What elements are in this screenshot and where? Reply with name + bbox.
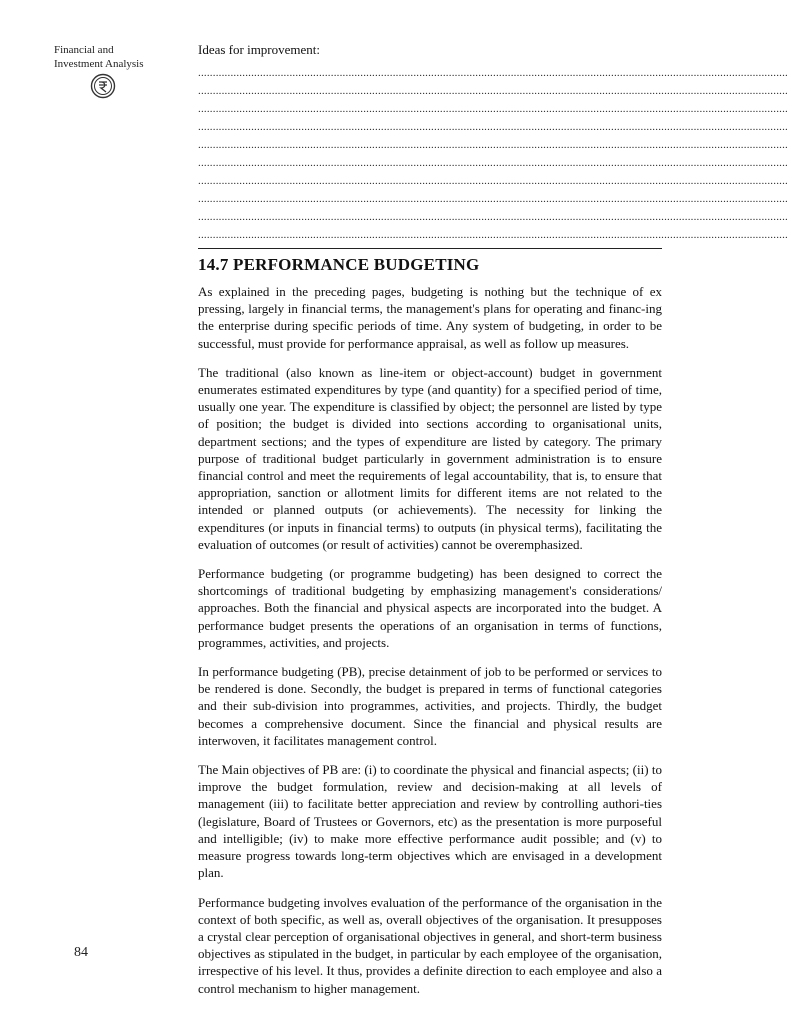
dotted-writing-line: ........................................................................................................................................................................................................ [198,229,788,241]
page-number: 84 [74,945,88,960]
running-header [54,43,164,71]
section-divider [198,248,662,249]
dotted-writing-line: ........................................................................................................................................................................................................ [198,121,788,133]
body-paragraph: Performance budgeting (or programme budgeting) has been designed to correct the shortcomings of traditional budgeting by emphasizing management's considerations/ approaches. Both the financial and physical aspects are incorporated into the budget. A performance budget presents the operations of an organisation in terms of functions, programmes, activities, and projects. [198,566,662,650]
main-content [198,42,788,1009]
body-paragraph: The traditional (also known as line-item or object-account) budget in government enumerates estimated expenditures by type (and quantity) for a specified period of time, usually one year. The expenditure is classified by object; the personnel are listed by type of position; the budget is divided into sections according to organisational units, department sections; and the types of expenditure are listed by category. The primary purpose of traditional budget particularly in government administration is to ensure financial control and meet the requirements of legal accountability, that is, to ensure that appropriation, sanction or allotment limits for different items are not related to the intended or planned outputs (or achievements). The necessity for linking the expenditures (or inputs in financial terms) to outputs (in physical terms), facilitating the evaluation of outcomes (or result of activities) cannot be overemphasized. [198,364,662,552]
body-paragraph: In performance budgeting (PB), precise detainment of job to be performed or services to be rendered is done. Secondly, the budget is prepared in terms of functional categories and their sub-division into programmes, activities, and projects. Thirdly, the budget becomes a comprehensive document. Since the financial and physical results are interwoven, it facilitates management control. [198,664,662,748]
ideas-writing-area [198,64,788,244]
dotted-writing-line: ........................................................................................................................................................................................................ [198,85,788,97]
body-paragraph: The Main objectives of PB are: (i) to coordinate the physical and financial aspects; (ii) to improve the budget formulation, review and decision-making at all levels of management (iii) to facilitate better appreciation and review by controlling authori-ties (legislature, Board of Trustees or Governors, etc) as the presentation is more purposeful and intelligible; (iv) to make more effective performance audit possible; and (v) to measure progress towards long-term objectives which are envisaged in a development plan. [198,762,662,881]
dotted-writing-line: ........................................................................................................................................................................................................ [198,67,788,79]
dotted-writing-line: ........................................................................................................................................................................................................ [198,157,788,169]
section-body [198,283,662,997]
dotted-writing-line: ........................................................................................................................................................................................................ [198,193,788,205]
running-header-line-1: Financial and [54,44,114,56]
body-paragraph: As explained in the preceding pages, budgeting is nothing but the technique of ex pressing, largely in financial terms, the management's plans for operating and financ-ing the enterprise during specific periods of time. Any system of budgeting, in order to be successful, must provide for performance appraisal, as well as follow up measures. [198,284,662,351]
section-heading: 14.7 PERFORMANCE BUDGETING [198,255,480,274]
dotted-writing-line: ........................................................................................................................................................................................................ [198,211,788,223]
running-header-line-2: Investment Analysis [54,58,144,70]
rupee-coin-icon [90,73,116,99]
dotted-writing-line: ........................................................................................................................................................................................................ [198,139,788,151]
ideas-label: Ideas for improvement: [198,42,321,57]
dotted-writing-line: ........................................................................................................................................................................................................ [198,103,788,115]
dotted-writing-line: ........................................................................................................................................................................................................ [198,175,788,187]
body-paragraph: Performance budgeting involves evaluation of the performance of the organisation in the context of both specific, as well as, overall objectives of the organisation. It presupposes a crystal clear perception of organisational objectives in general, and short-term business objectives as stipulated in the budget, in particular by each employee of the organisation, irrespective of his level. It thus, provides a definite direction to each employee and also a control mechanism to higher management. [198,894,662,996]
